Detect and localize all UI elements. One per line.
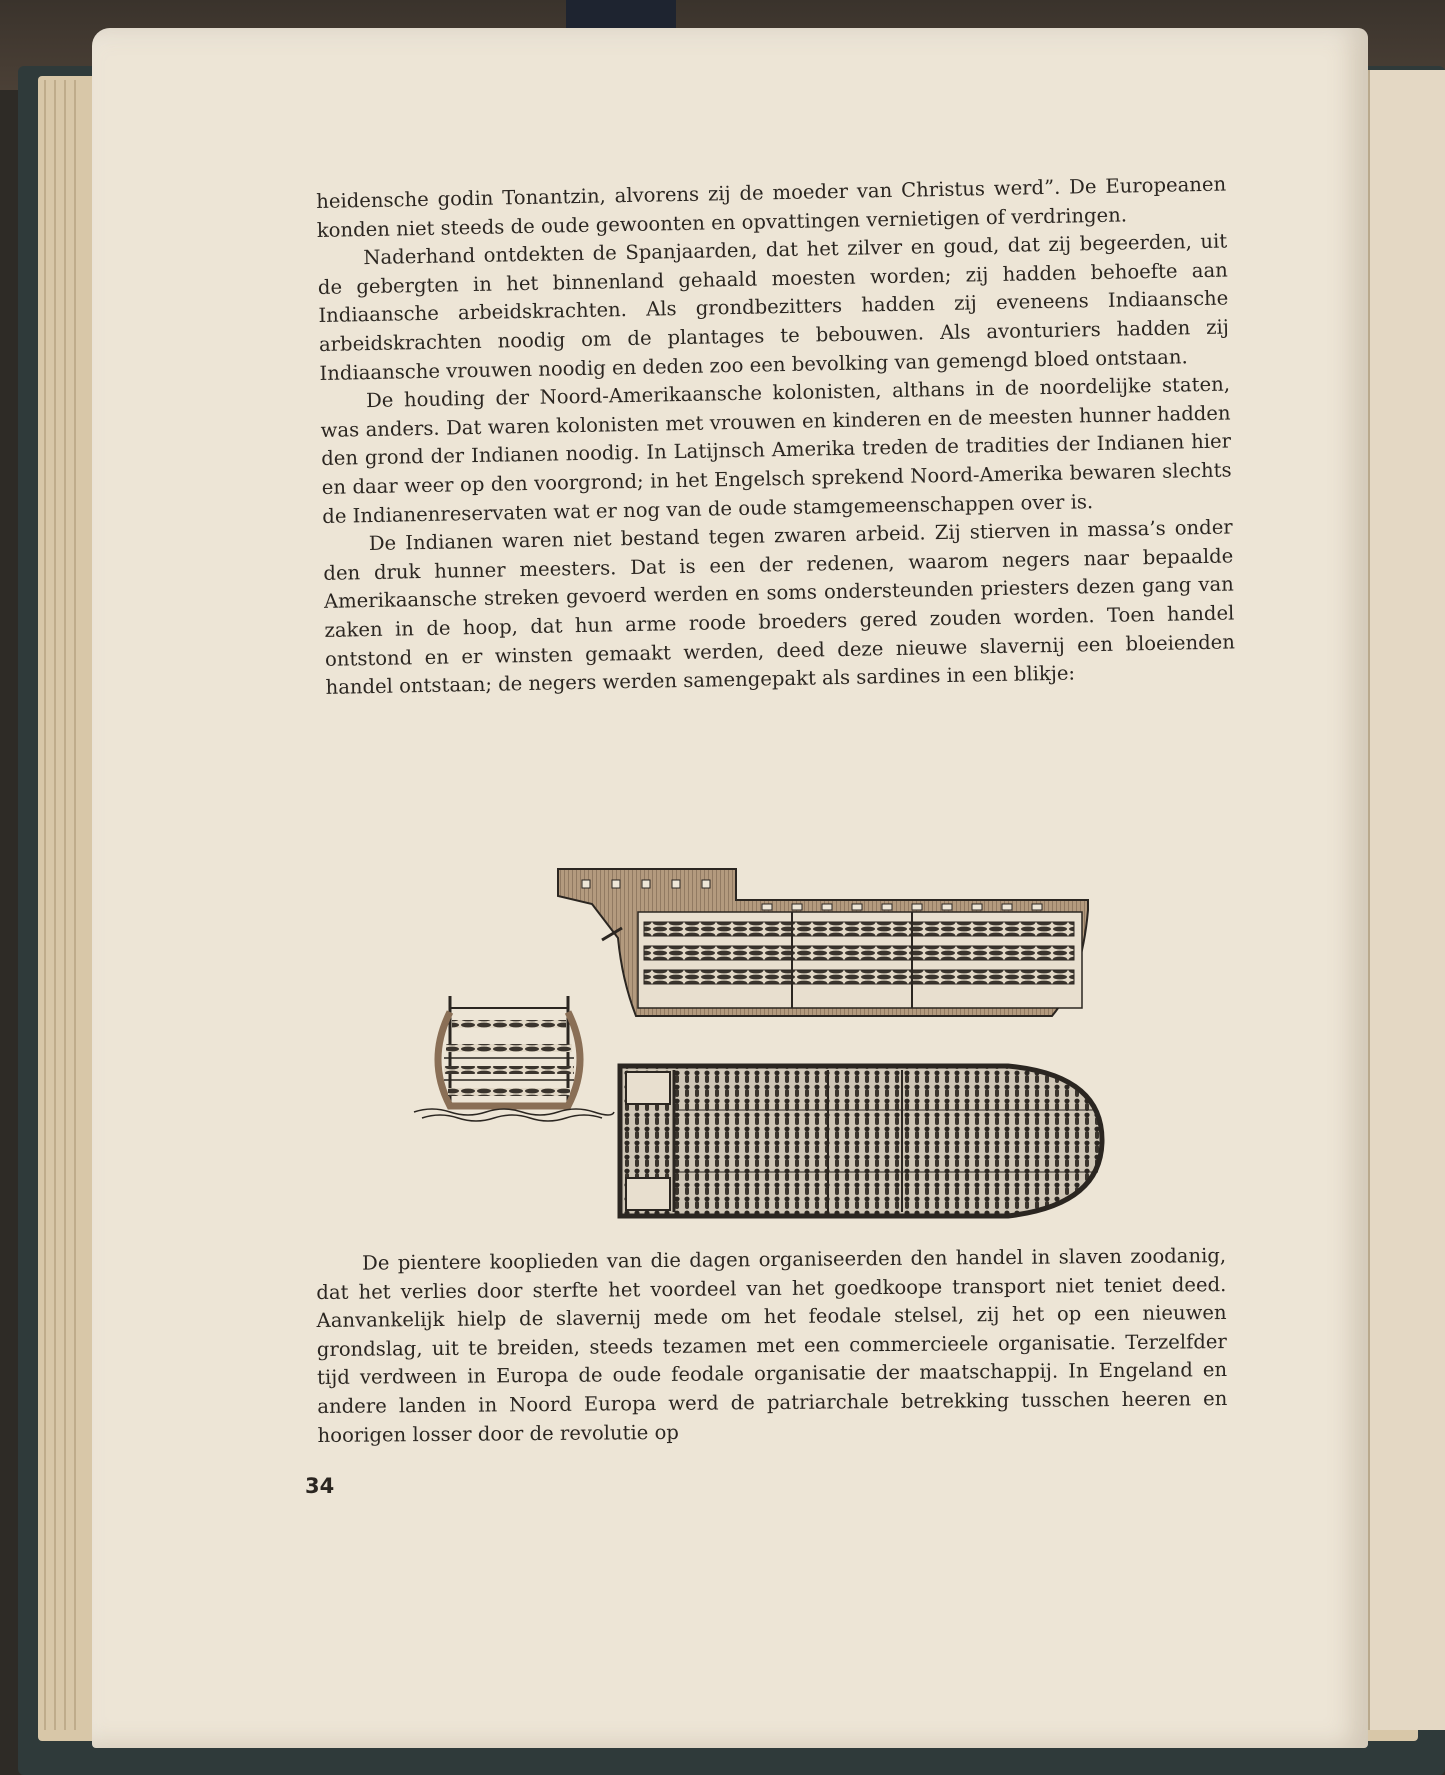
paragraph: heidensche godin Tonantzin, alvorens zij de moeder van Christus werd”. De Europeanen konden niet steeds de oude gewoonten en opvattingen vernietigen of verdringen. [316, 172, 1227, 242]
slave-ship-illustration [412, 860, 1112, 1220]
paragraph: Naderhand ontdekten de Spanjaarden, dat het zilver en goud, dat zij begeerden, uit de gebergten in het binnenland gehaald moesten worden; zij hadden behoefte aan Indiaansche arbeidskrachten. Als grondbezitters hadden zij eveneens Indiaansche arbeidskrachten noodig om de plantages te bebouwen. Als avonturiers hadden zij Indiaansche vrouwen noodig en deden zoo een bevolking van gemengd bloed ontstaan. [317, 229, 1230, 385]
page-edge-line [64, 80, 66, 1730]
slave-ship-cross-section-icon [414, 996, 614, 1121]
paragraph: De pientere kooplieden van die dagen organiseerden den handel in slaven zoodanig, dat het verlies door sterfte het voordeel van het goedkoope transport niet teniet deed. Aanvankelijk hielp de slavernij mede om het feodale stelsel, zij het op een nieuwen grondslag, uit te breiden, steeds tezamen met een commercieele organisatie. Terzelfder tijd verdween in Europa de oude feodale organisatie der maatschappij. In Engeland en andere landen in Noord Europa werd de patriarchale betrekking tusschen heeren en hoorigen losser door de revolutie op [316, 1244, 1228, 1447]
facing-page [1368, 70, 1445, 1730]
page-edge-line [54, 80, 56, 1730]
text-block-bottom [316, 1242, 1228, 1450]
page-edge-line [44, 80, 46, 1730]
page-number: 34 [305, 1474, 335, 1498]
slave-ship-side-section-icon [558, 869, 1088, 1016]
slave-ship-deck-plan-icon [620, 1066, 1102, 1216]
text-block-top [316, 171, 1236, 703]
paragraph: De houding der Noord-Amerikaansche kolonisten, althans in de noordelijke staten, was anders. Dat waren kolonisten met vrouwen en kinderen en de meesten hunner hadden den grond der Indianen noodig. In Latijnsch Amerika treden de tradities der Indianen hier en daar weer op den voorgrond; in het Engelsch sprekend Noord-Amerika bewaren slechts de Indianenreservaten wat er nog van de oude stamgemeenschappen over is. [320, 372, 1232, 528]
page-edge-line [74, 80, 76, 1730]
paragraph: De Indianen waren niet bestand tegen zwaren arbeid. Zij stierven in massa’s onder den druk hunner meesters. Dat is een der redenen, waarom negers naar bepaalde Amerikaansche streken gevoerd werden en soms ondersteunden priesters dezen gang van zaken in de hoop, dat hun arme roode broeders gered zouden worden. Toen handel ontstond en er winsten gemaakt werden, deed deze nieuwe slavernij een bloeienden handel ontstaan; de negers werden samengepakt als sardines in een blikje: [323, 515, 1236, 699]
